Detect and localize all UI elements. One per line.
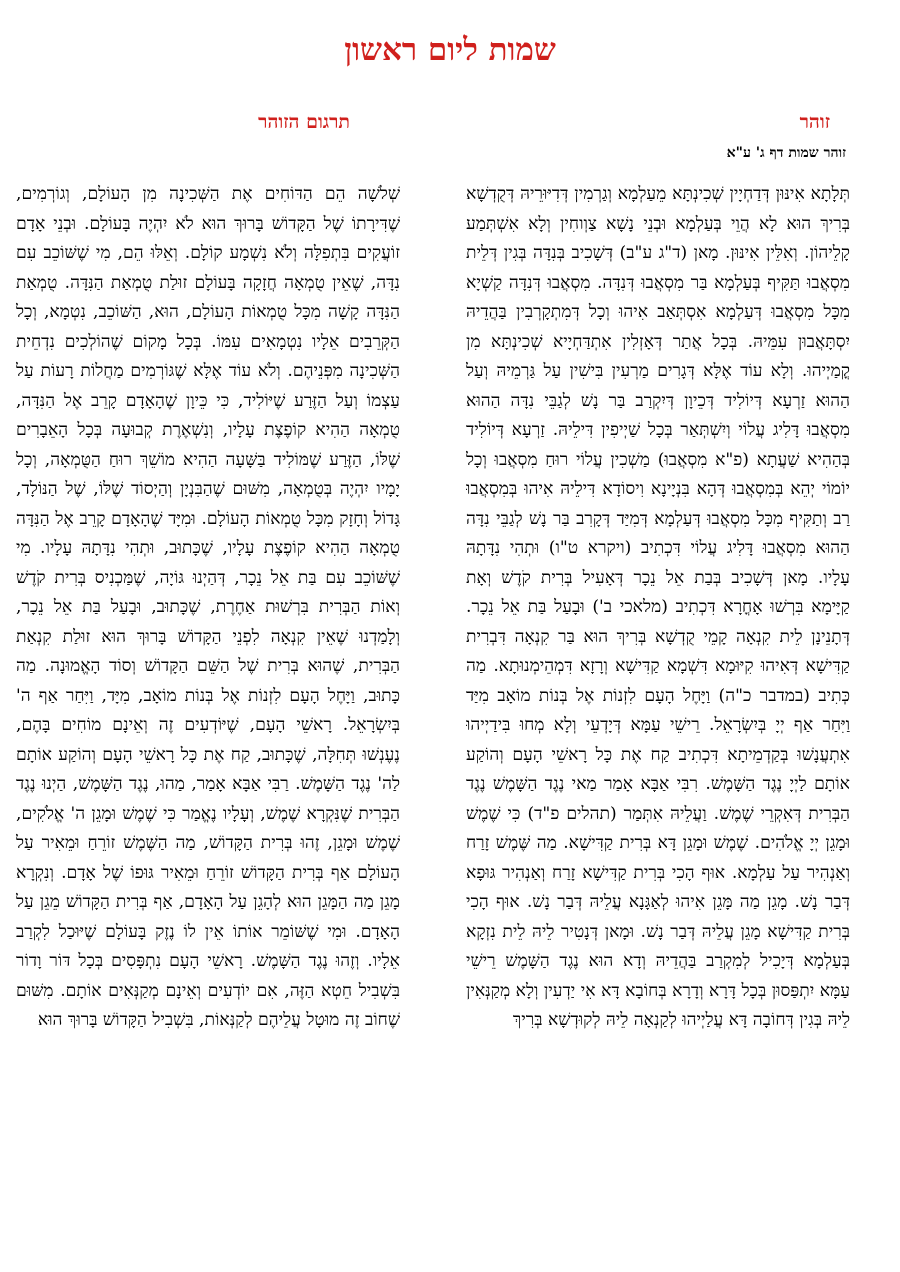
source-reference: זוהר שמות דף ג' ע"א	[726, 145, 846, 161]
zohar-text-column	[466, 180, 850, 1260]
page-title: שמות ליום ראשון	[344, 32, 556, 68]
targum-column-heading: תרגום הזוהר	[258, 111, 350, 133]
zohar-text: תְּלָתָא אִינּוּן דְּדַחְיָין שְׁכִינְתָּא מֵעַלְמָא וְגַרְמִין דְּדִיּוּרֵיהּ דְּקֻדְשָׁא בְּרִיךְ הוּא לָא הֲוֵי בְּעַלְמָא וּבְנֵי נָשָׁא צַוְוחִין וְלָא אִשְׁתְּמַע קָלֵיהוֹן. וְאִלֵּין אִינּוּן. מָאן (ד"ג ע"ב) דְּשָׁכִיב בְּנִדָּה בְּגִין דְּלֵית מִסְאֲבוּ תַּקִּיף בְּעַלְמָא בַּר מִסְאֲבוּ דְּנִדָּה. מִסְאֲבוּ דְּנִדָּה קַשְׁיָא מִכָּל מִסְאֲבוּ דְּעַלְמָא אִסְתְּאַב אִיהוּ וְכָל דְּמִתְקָרְבִין בַּהֲדֵיהּ יִסְתָּאֲבוּן עִמֵּיהּ. בְּכָל אֲתַר דְּאָזְלִין אִתְדַּחְיָיא שְׁכִינְתָּא מִן קֳמַיְיהוּ. וְלָא עוֹד אֶלָּא דְּגָרִים מַרְעִין בִּישִׁין עַל גַּרְמֵיהּ וְעַל הַהוּא זַרְעָא דְּיוֹלִיד דְּכֵיוָן דְּיִקְרַב בַּר נָשׁ לְגַבֵּי נִדָּה הַהוּא מִסְאֲבוּ דָּלִיג עֲלוֹי וְיִשְׁתְּאַר בְּכָל שַׁיְיפִין דִּילֵיהּ. זַרְעָא דְּיוֹלִיד בְּהַהִיא שַׁעֲתָא (פ"א מִסְאֲבוּ) מַשְׁכִין עֲלוֹי רוּחַ מִסְאֲבוּ וְכָל יוֹמוֹי יְהֵא בְּמִסְאֲבוּ דְּהָא בִּנְיָינָא וִיסוֹדָא דִּילֵיהּ אִיהוּ בְּמִסְאֲבוּ רַב וְתַקִּיף מִכָּל מִסְאֲבוּ דְּעַלְמָא דְּמִיַּד דְּקָרִב בַּר נָשׁ לְגַבֵּי נִדָּה הַהוּא מִסְאֲבוּ דָּלִיג עֲלוֹי דִּכְתִיב (ויקרא ט"ו) וּתְהִי נִדָּתָהּ עָלָיו. מָאן דְּשָׁכִיב בְּבַת אֵל נֵכָר דְּאָעִיל בְּרִית קֹדֶשׁ וְאָת קַיָּימָא בִּרְשׁוּ אָחֳרָא דִּכְתִיב (מלאכי ב') וּבָעַל בַּת אֵל נֵכָר. דְּתָנֵינָן לֵית קִנְאָה קָמֵי קֻדְשָׁא בְּרִיךְ הוּא בַּר קִנְאָה דִּבְרִית קַדִּישָׁא דְּאִיהוּ קִיּוּמָא דִּשְׁמָא קַדִּישָׁא וְרָזָא דִּמְהֵימְנוּתָא. מַה כְּתִיב (במדבר כ"ה) וַיָּחֶל הָעָם לִזְנוֹת אֶל בְּנוֹת מוֹאָב מִיַּד וַיִּחַר אַף יְיָ בְּיִשְׂרָאֵל. רֵישֵׁי עַמָּא דְּיָדְעֵי וְלָא מְחוּ בִּידַיְיהוּ אִתְעֲנָשׁוּ בְּקַדְמֵיתָא דִּכְתִיב קַח אֶת כָּל רָאשֵׁי הָעָם וְהוֹקַע אוֹתָם לַיְיָ נֶגֶד הַשָּׁמֶשׁ. רִבִּי אַבָּא אָמַר מַאי נֶגֶד הַשָּׁמֶשׁ נֶגֶד הַבְּרִית דְּאִקְרֵי שֶׁמֶשׁ. וַעֲלֵיהּ אִתְּמַר (תהלים פ"ד) כִּי שֶׁמֶשׁ וּמָגֵן יְיָ אֱלֹהִים. שֶׁמֶשׁ וּמָגֵן דָּא בְּרִית קַדִּישָׁא. מַה שֶּׁמֶשׁ זָרַח וְאַנְהִיר עַל עַלְמָא. אוּף הָכִי בְּרִית קַדִּישָׁא זָרַח וְאַנְהִיר גּוּפָא דְּבַר נָשׁ. מָגֵן מַה מָּגֵן אִיהוּ לְאַגָּנָא עֲלֵיהּ דְּבַר נָשׁ. אוּף הָכִי בְּרִית קַדִּישָׁא מָגֵן עֲלֵיהּ דְּבַר נָשׁ. וּמָאן דְּנָטִיר לֵיהּ לֵית נִזְקָא בְּעַלְמָא דְּיָכִיל לְמִקְרַב בַּהֲדֵיהּ וְדָא הוּא נֶגֶד הַשָּׁמֶשׁ רֵישֵׁי עַמָּא יִתְפַּסוּן בְּכָל דָּרָא וְדָרָא בְּחוֹבָא דָּא אִי יַדְעִין וְלָא מְקַנְּאִין לֵיהּ בְּגִין דְּחוֹבָה דָּא עֲלַיְיהוּ לְקַנְאָה לֵיהּ לְקוּדְשָׁא בְּרִיךְ	[466, 184, 850, 1030]
zohar-column-heading: זוהר	[799, 111, 830, 133]
targum-text-column	[16, 180, 400, 1260]
targum-text: שְׁלֹשָׁה הֵם הַדּוֹחִים אֶת הַשְּׁכִינָה מִן הָעוֹלָם, וְגוֹרְמִים, שֶׁדִּירָתוֹ שֶׁל הַקָּדוֹשׁ בָּרוּךְ הוּא לֹא יִהְיֶה בָּעוֹלָם. וּבְנֵי אָדָם זוֹעֲקִים בִּתְפִלָּה וְלֹא נִשְׁמָע קוֹלָם. וְאֵלּוּ הֵם, מִי שֶׁשּׁוֹכֵב עִם נִדָּה, שֶׁאֵין טֻמְאָה חֲזָקָה בָּעוֹלָם זוּלַת טֻמְאַת הַנִּדָּה. טֻמְאַת הַנִּדָּה קָשָׁה מִכָּל טֻמְאוֹת הָעוֹלָם, הוּא, הַשּׁוֹכֵב, נִטְמָא, וְכָל הַקְּרֵבִים אֵלָיו נִטְמָאִים עִמּוֹ. בְּכָל מָקוֹם שֶׁהוֹלְכִים נִדְחֵית הַשְּׁכִינָה מִפְּנֵיהֶם. וְלֹא עוֹד אֶלָּא שֶׁגּוֹרְמִים מַחֲלוֹת רָעוֹת עַל עַצְמוֹ וְעַל הַזֶּרַע שֶׁיּוֹלִיד, כִּי כֵּיוָן שֶׁהָאָדָם קָרֵב אֶל הַנִּדָּה, טֻמְאָה הַהִיא קוֹפֶצֶת עָלָיו, וְנִשְׁאֶרֶת קְבוּעָה בְּכָל הָאֵבָרִים שֶׁלּוֹ, הַזֶּרַע שֶׁמּוֹלִיד בַּשָּׁעָה הַהִיא מוֹשֵׁךְ רוּחַ הַטֻּמְאָה, וְכָל יָמָיו יִהְיֶה בְּטֻמְאָה, מִשּׁוּם שֶׁהַבִּנְיָן וְהַיְסוֹד שֶׁלּוֹ, שֶׁל הַנּוֹלָד, גָּדוֹל וְחָזָק מִכָּל טֻמְאוֹת הָעוֹלָם. וּמִיָּד שֶׁהָאָדָם קָרֵב אֶל הַנִּדָּה טֻמְאָה הַהִיא קוֹפֶצֶת עָלָיו, שֶׁכָּתוּב, וּתְהִי נִדָּתָהּ עָלָיו. מִי שֶׁשּׁוֹכֵב עִם בַּת אֵל נֵכָר, דְּהַיְנוּ גּוֹיָה, שֶׁמַּכְנִיס בְּרִית קֹדֶשׁ וְאוֹת הַבְּרִית בִּרְשׁוּת אַחֶרֶת, שֶׁכָּתוּב, וּבָעַל בַּת אֵל נֵכָר, וְלָמַדְנוּ שֶׁאֵין קִנְאָה לִפְנֵי הַקָּדוֹשׁ בָּרוּךְ הוּא זוּלַת קִנְאַת הַבְּרִית, שֶׁהוּא בְּרִית שֶׁל הַשֵּׁם הַקָּדוֹשׁ וְסוֹד הָאֱמוּנָה. מַה כָּתוּב, וַיָּחֶל הָעָם לִזְנוֹת אֶל בְּנוֹת מוֹאָב, מִיָּד, וַיִּחַר אַף ה' בְּיִשְׂרָאֵל. רָאשֵׁי הָעָם, שֶׁיּוֹדְעִים זֶה וְאֵינָם מוֹחִים בָּהֶם, נֶעֶנְשׁוּ תְּחִלָּה, שֶׁכָּתוּב, קַח אֶת כָּל רָאשֵׁי הָעָם וְהוֹקַע אוֹתָם לַה' נֶגֶד הַשָּׁמֶשׁ. רַבִּי אַבָּא אָמַר, מַהוּ, נֶגֶד הַשָּׁמֶשׁ, הַיְנוּ נֶגֶד הַבְּרִית שֶׁנִּקְרָא שֶׁמֶשׁ, וְעָלָיו נֶאֱמַר כִּי שֶׁמֶשׁ וּמָגֵן ה' אֱלֹקִים, שֶׁמֶשׁ וּמָגֵן, זֶהוּ בְּרִית הַקָּדוֹשׁ, מַה הַשֶּׁמֶשׁ זוֹרֵחַ וּמֵאִיר עַל הָעוֹלָם אַף בְּרִית הַקָּדוֹשׁ זוֹרֵחַ וּמֵאִיר גּוּפוֹ שֶׁל אָדָם. וְנִקְרָא מָגֵן מַה הַמָּגֵן הוּא לְהָגֵן עַל הָאָדָם, אַף בְּרִית הַקָּדוֹשׁ מֵגֵן עַל הָאָדָם. וּמִי שֶׁשּׁוֹמֵר אוֹתוֹ אֵין לוֹ נֶזֶק בָּעוֹלָם שֶׁיּוּכַל לִקְרַב אֵלָיו. וְזֶהוּ נֶגֶד הַשָּׁמֶשׁ. רָאשֵׁי הָעָם נִתְפָּסִים בְּכָל דּוֹר וָדוֹר בִּשְׁבִיל חֵטְא הַזֶּה, אִם יוֹדְעִים וְאֵינָם מְקַנְּאִים אוֹתָם. מִשּׁוּם שֶׁחוֹב זֶה מוּטָל עֲלֵיהֶם לְקַנְּאוֹת, בִּשְׁבִיל הַקָּדוֹשׁ בָּרוּךְ הוּא	[16, 184, 400, 1030]
